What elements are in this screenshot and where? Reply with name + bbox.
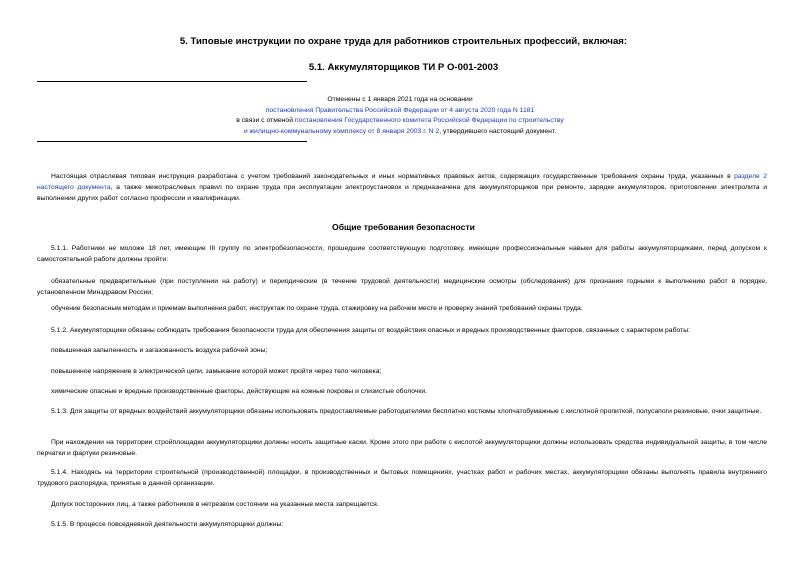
cancellation-notice (130, 95, 670, 137)
notice-link-government-decree[interactable]: постановления Правительства Российской Федерации от 4 августа 2020 года N 1181 (265, 106, 535, 114)
notice-line-4-suffix: , утвердившего настоящий документ. (439, 127, 557, 135)
paragraph-9 (37, 437, 767, 459)
paragraph-text: повышенная запыленность и загазованность воздуха рабочей зоны; (51, 347, 268, 354)
divider-top (37, 81, 307, 82)
paragraph-2 (37, 276, 767, 298)
paragraph-3 (37, 303, 767, 314)
paragraph-text: химические опасные и вредные производственные факторы, действующие на кожные покровы и слизистые оболочки. (51, 388, 428, 395)
intro-paragraph (37, 171, 767, 204)
intro-text-2: , а также межотраслевых правил по охране труда при эксплуатации электроустановок и предназначена для аккумуляторщиков при ремонте, зарядке аккумуляторов, приготовлении электролита и выполнении других работ согласно профессии и квалификации. (37, 184, 768, 202)
paragraph-text: 5.1.2. Аккумуляторщики обязаны соблюдать требования безопасности труда для обеспечения защиты от воздействия опасных и вредных производственных факторов, связанных с характером работы: (51, 327, 690, 334)
paragraph-8 (37, 406, 767, 417)
section-title: Общие требования безопасности (332, 222, 475, 232)
notice-line-1: Отменены с 1 января 2021 года на основании (327, 96, 473, 103)
divider-bottom (37, 141, 307, 142)
paragraph-5 (37, 345, 767, 356)
document-heading: 5. Типовые инструкции по охране труда для работников строительных профессий, включая: (179, 36, 628, 47)
paragraph-12 (37, 519, 767, 530)
paragraph-text: Допуск посторонних лиц, а также работников в нетрезвом состоянии на указанные места запрещается. (51, 501, 379, 508)
paragraph-text: обязательные предварительные (при поступлении на работу) и периодические (в течение трудовой деятельности) медицинские осмотры (обследования) для признания годными к выполнению работ в порядке, установленном Минздравом России; (37, 278, 767, 296)
paragraph-text: При нахождении на территории стройплощадки аккумуляторщики должны носить защитные каски. Кроме этого при работе с кислотой аккумуляторщики должны использовать средства индивидуальной защиты, в том числе перчатки и фартуки резиновые. (37, 439, 767, 457)
paragraph-6 (37, 366, 767, 377)
paragraph-text: 5.1.4. Находясь на территории строительной (производственной) площадки, в производственных и бытовых помещениях, участках работ и рабочих местах, аккумуляторщики обязаны выполнять правила внутреннего трудового распорядка, принятые в данной организации. (37, 469, 767, 487)
notice-link-gosstroy-decree[interactable]: постановления Государственного комитета Российской Федерации по строительству (294, 117, 564, 124)
paragraph-text: 5.1.5. В процессе повседневной деятельности аккумуляторщики должны: (51, 521, 284, 528)
paragraph-text: повышенное напряжение в электрической цепи, замыкание которой может пройти через тело человека; (51, 368, 382, 375)
paragraph-4 (37, 325, 767, 336)
intro-link-section-2[interactable]: разделе 2 настоящего документа (37, 173, 768, 191)
notice-line-3-prefix: в связи с отменой (236, 117, 295, 124)
paragraph-text: 5.1.1. Работники не моложе 18 лет, имеющие III группу по электробезопасности, прошедшие соответствующую подготовку, имеющие профессиональные навыки для работы аккумуляторщиками, перед допуском к самостоятельной работе должны пройти: (37, 245, 767, 263)
paragraph-11 (37, 499, 767, 510)
paragraph-7 (37, 386, 767, 397)
paragraph-1 (37, 243, 767, 265)
intro-text-1: Настоящая отраслевая типовая инструкция разработана с учетом требований законодательных и иных нормативных правовых актов, содержащих государственные требования охраны труда, указанных в (51, 173, 735, 180)
paragraph-text: 5.1.3. Для защиты от вредных воздействий аккумуляторщики обязаны использовать предоставляемые работодателями бесплатно костюмы хлопчатобумажные с кислотной пропиткой, полусапоги резиновые, очки защитные. (51, 408, 762, 415)
notice-link-gosstroy-decree-cont[interactable]: и жилищно-коммунальному комплексу от 8 января 2003 г. N 2 (243, 127, 440, 135)
paragraph-10 (37, 467, 767, 489)
paragraph-text: обучение безопасным методам и приемам выполнения работ, инструктаж по охране труда, стажировку на рабочем месте и проверку знаний требований охраны труда. (51, 305, 583, 312)
document-subheading: 5.1. Аккумуляторщиков ТИ Р О-001-2003 (308, 62, 499, 73)
